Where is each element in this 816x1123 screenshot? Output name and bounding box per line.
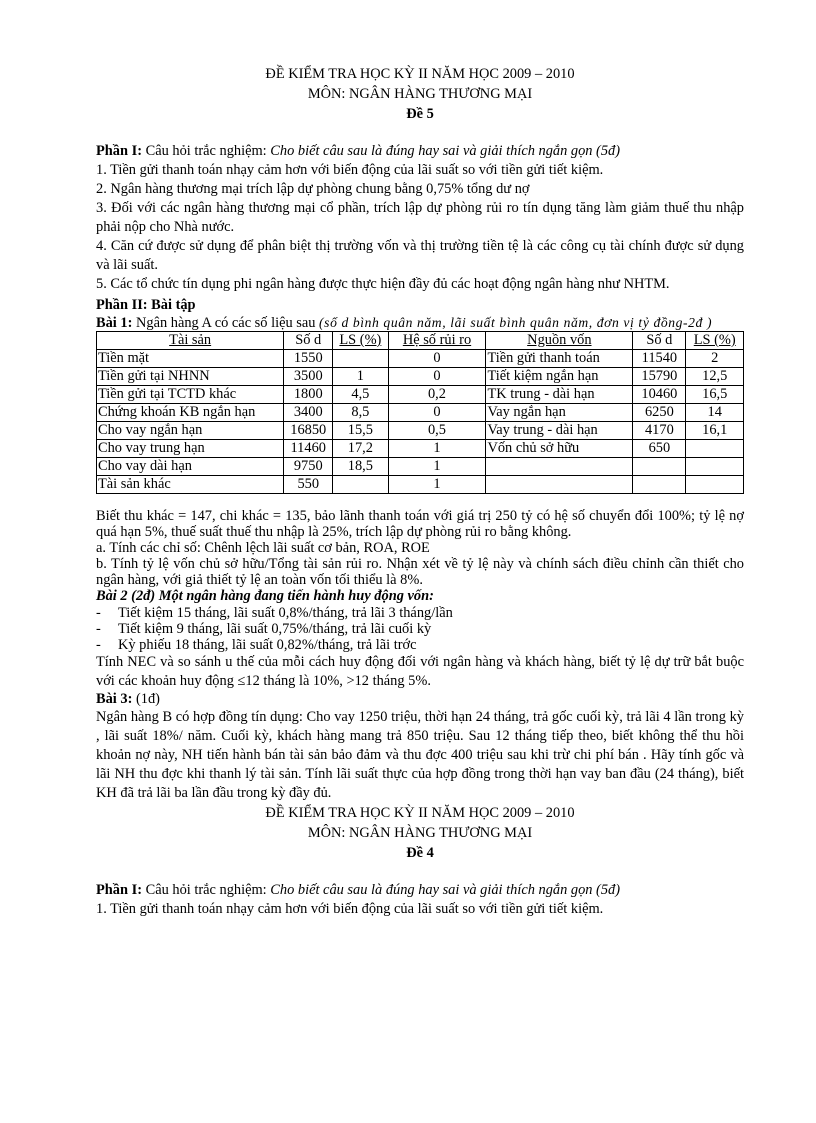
table-cell: 650 — [633, 440, 686, 458]
question-5: 5. Các tổ chức tín dụng phi ngân hàng được thực hiện đầy đủ các hoạt động ngân hàng như NHTM. — [96, 276, 670, 292]
table-cell: 17,2 — [333, 440, 388, 458]
table-cell: 1 — [388, 440, 486, 458]
header-cell: Số d — [633, 332, 686, 350]
exam4-question-1: 1. Tiền gửi thanh toán nhạy cảm hơn với biến động của lãi suất so với tiền gửi tiết kiệm. — [96, 901, 604, 917]
table-cell: 1 — [388, 458, 486, 476]
table-cell: 3500 — [284, 368, 333, 386]
table-cell: 0 — [388, 368, 486, 386]
table-cell: 12,5 — [686, 368, 744, 386]
table-row — [97, 476, 744, 494]
bai2-item-text: Tiết kiệm 9 tháng, lãi suất 0,75%/tháng, trả lãi cuối kỳ — [118, 621, 432, 637]
table-cell: Chứng khoán KB ngắn hạn — [97, 404, 284, 422]
table-cell: TK trung - dài hạn — [486, 386, 633, 404]
table-cell: 3400 — [284, 404, 333, 422]
bai1-note: (số d bình quân năm, lãi suất bình quân năm, đơn vị tỷ đồng-2đ ) — [319, 315, 713, 330]
table-cell: Tiền gửi tại TCTD khác — [97, 386, 284, 404]
table-cell: Tài sản khác — [97, 476, 284, 494]
table-cell: 4170 — [633, 422, 686, 440]
bai2-item-text: Tiết kiệm 15 tháng, lãi suất 0,8%/tháng, trả lãi 3 tháng/lần — [118, 605, 453, 621]
table-cell — [486, 476, 633, 494]
table-cell: 0 — [388, 404, 486, 422]
part1-intro: Câu hỏi trắc nghiệm: — [145, 143, 267, 159]
table-cell: 0,5 — [388, 422, 486, 440]
bai3-heading — [96, 691, 744, 708]
header-cell: Hệ số rủi ro — [388, 332, 486, 350]
bai1-question-a: a. Tính các chỉ số: Chênh lệch lãi suất cơ bản, ROA, ROE — [96, 540, 430, 556]
table-cell: 0,2 — [388, 386, 486, 404]
table-cell: 9750 — [284, 458, 333, 476]
exam-number: Đề 5 — [406, 106, 434, 122]
table-cell: 15,5 — [333, 422, 388, 440]
table-row — [97, 440, 744, 458]
exam4-subject: MÔN: NGÂN HÀNG THƯƠNG MẠI — [307, 825, 533, 841]
table-cell — [633, 476, 686, 494]
bai2-item-text: Kỳ phiếu 18 tháng, lãi suất 0,82%/tháng, trả lãi trớc — [118, 637, 417, 653]
header-cell: LS (%) — [333, 332, 388, 350]
part1b-label: Phần I: — [96, 882, 142, 898]
table-cell: 11460 — [284, 440, 333, 458]
table-row — [97, 458, 744, 476]
part1-instruction: Cho biết câu sau là đúng hay sai và giải thích ngắn gọn (5đ) — [270, 143, 621, 159]
table-cell: 0 — [388, 350, 486, 368]
table-cell — [686, 476, 744, 494]
question-2: 2. Ngân hàng thương mại trích lập dự phòng chung bằng 0,75% tổng dư nợ — [96, 181, 530, 197]
header-cell: Tài sản — [97, 332, 284, 350]
header-cell: LS (%) — [686, 332, 744, 350]
document-page — [96, 64, 744, 919]
table-cell: Vay ngắn hạn — [486, 404, 633, 422]
table-cell: 18,5 — [333, 458, 388, 476]
list-dash: - — [96, 637, 101, 653]
list-dash: - — [96, 621, 101, 637]
table-cell: 1550 — [284, 350, 333, 368]
exam4-number: Đề 4 — [406, 845, 434, 861]
table-cell: 550 — [284, 476, 333, 494]
table-cell: 4,5 — [333, 386, 388, 404]
part1-heading — [96, 142, 744, 161]
bai1-label: Bài 1: — [96, 315, 133, 331]
table-row — [97, 350, 744, 368]
part2-heading: Phần II: Bài tập — [96, 297, 196, 313]
bai1-conditions: Biết thu khác = 147, chi khác = 135, bảo lãnh thanh toán với giá trị 250 tỷ có hệ số chuyển đổi 100%; tỷ lệ nợ quá hạn 5%, thuế suất thuế thu nhập là 25%, trích lập dự phòng rủi ro bằng không. — [96, 508, 744, 540]
table-row — [97, 422, 744, 440]
table-row — [97, 368, 744, 386]
table-row — [97, 386, 744, 404]
table-cell: 2 — [686, 350, 744, 368]
table-header-row — [97, 332, 744, 350]
table-cell — [686, 458, 744, 476]
bai3-label: Bài 3: — [96, 691, 133, 707]
table-cell: 1800 — [284, 386, 333, 404]
table-cell: 1 — [333, 368, 388, 386]
table-row — [97, 404, 744, 422]
exam4-title: ĐỀ KIỂM TRA HỌC KỲ II NĂM HỌC 2009 – 2010 — [265, 805, 575, 821]
part1b-heading — [96, 881, 744, 900]
bai1-question-b: b. Tính tỷ lệ vốn chủ sở hữu/Tổng tài sản rủi ro. Nhận xét về tỷ lệ này và chính sách điều chỉnh cần thiết cho ngân hàng, với giả thiết tỷ lệ an toàn vốn tối thiểu là 8%. — [96, 556, 744, 588]
bai2-item-1 — [96, 605, 744, 621]
table-cell: 8,5 — [333, 404, 388, 422]
bai1-text: Ngân hàng A có các số liệu sau — [136, 315, 316, 331]
table-cell: Vay trung - dài hạn — [486, 422, 633, 440]
part1b-intro: Câu hỏi trắc nghiệm: — [145, 882, 267, 898]
table-cell: 16,1 — [686, 422, 744, 440]
part1b-instruction: Cho biết câu sau là đúng hay sai và giải thích ngắn gọn (5đ) — [270, 882, 621, 898]
list-dash: - — [96, 605, 101, 621]
question-1: 1. Tiền gửi thanh toán nhạy cảm hơn với biến động của lãi suất so với tiền gửi tiết kiệm. — [96, 162, 604, 178]
bai2-item-3 — [96, 637, 744, 653]
question-3: 3. Đối với các ngân hàng thương mại cổ phần, trích lập dự phòng rủi ro tín dụng tăng làm giảm thuế thu nhập phải nộp cho Nhà nước. — [96, 200, 744, 235]
bai3-points: (1đ) — [136, 691, 160, 707]
table-cell: Tiết kiệm ngắn hạn — [486, 368, 633, 386]
table-cell: Tiền mặt — [97, 350, 284, 368]
table-cell: 1 — [388, 476, 486, 494]
question-4: 4. Căn cứ được sử dụng để phân biệt thị trường vốn và thị trường tiền tệ là các công cụ tài chính được sử dụng và lãi suất. — [96, 238, 744, 273]
table-cell: 14 — [686, 404, 744, 422]
header-cell: Nguồn vốn — [486, 332, 633, 350]
exam-title: ĐỀ KIỂM TRA HỌC KỲ II NĂM HỌC 2009 – 2010 — [265, 66, 575, 82]
table-cell: 10460 — [633, 386, 686, 404]
bai2-item-2 — [96, 621, 744, 637]
part1-label: Phần I: — [96, 143, 142, 159]
table-cell: 16,5 — [686, 386, 744, 404]
bai2-title: Bài 2 (2đ) Một ngân hàng đang tiến hành huy động vốn: — [96, 588, 434, 604]
table-cell: Cho vay ngắn hạn — [97, 422, 284, 440]
table-cell — [633, 458, 686, 476]
table-cell: 15790 — [633, 368, 686, 386]
table-cell: 16850 — [284, 422, 333, 440]
table-cell: Tiền gửi tại NHNN — [97, 368, 284, 386]
header-cell: Số d — [284, 332, 333, 350]
table-cell — [333, 476, 388, 494]
table-cell — [686, 440, 744, 458]
bai2-text: Tính NEC và so sánh u thế của mỗi cách huy động đối với ngân hàng và khách hàng, biết tỷ lệ dự trữ bắt buộc với các khoản huy động ≤12 tháng là 10%, >12 tháng 5%. — [96, 654, 744, 689]
bai3-text: Ngân hàng B có hợp đồng tín dụng: Cho vay 1250 triệu, thời hạn 24 tháng, trả gốc cuối kỳ, trả lãi 4 lần trong kỳ , lãi suất 18%/ năm. Cuối kỳ, khách hàng mang trả 850 triệu. Sau 12 tháng tiếp theo, biết không thể thu hồi khoản nợ này, NH tiến hành bán tài sản bảo đảm và thu đợc 400 triệu sau khi trừ chi phí bán . Hãy tính gốc và lãi NH thu đợc khi thanh lý tài sản. Tính lãi suất thực của hợp đồng trong thời hạn vay ban đầu (24 tháng), biết KH đã trả lãi ba lần đầu trong kỳ đầy đủ. — [96, 709, 744, 801]
table-cell: 11540 — [633, 350, 686, 368]
table-cell: Cho vay dài hạn — [97, 458, 284, 476]
balance-sheet-table — [96, 331, 744, 494]
table-cell: Vốn chủ sở hữu — [486, 440, 633, 458]
exam-subject: MÔN: NGÂN HÀNG THƯƠNG MẠI — [307, 86, 533, 102]
table-cell: Cho vay trung hạn — [97, 440, 284, 458]
table-cell — [486, 458, 633, 476]
table-cell: Tiền gửi thanh toán — [486, 350, 633, 368]
table-cell — [333, 350, 388, 368]
table-cell: 6250 — [633, 404, 686, 422]
bai1-intro — [96, 315, 744, 331]
